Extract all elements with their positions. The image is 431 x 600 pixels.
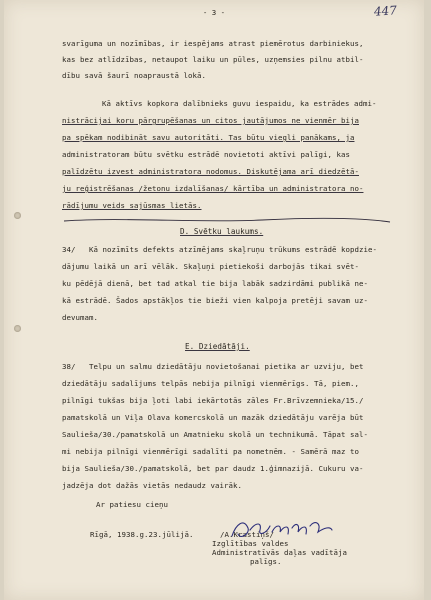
body-line: rādījumu veids sajūsmas lietās.	[62, 201, 202, 210]
handwritten-signature	[226, 514, 336, 546]
body-line: Kā aktīvs kopkora dalībnieks guvu iespaidu, ka estrādes admi-	[102, 99, 377, 108]
signer-name: /A.Krastiņš/	[220, 530, 274, 539]
signer-position: Izglītības valdes	[212, 539, 289, 548]
signer-position: Administratīvās daļas vadītāja	[212, 548, 347, 557]
body-line: kā estrādē. Šados apstākļos tie bieži vien kalpoja pretēji savam uz-	[62, 296, 368, 305]
body-line: 38/ Telpu un salmu dziedātāju novietošanai pietika ar uzviju, bet	[62, 362, 364, 371]
section-heading: D. Svētku laukums.	[180, 227, 264, 236]
body-line: dziedātāju sadalījums telpās nebija pilnīgi vienmērīgs. Tā, piem.,	[62, 379, 359, 388]
body-line: bija Saulieša/30./pamatskolā, bet par daudz 1.ģimnazijā. Cukuru va-	[62, 464, 364, 473]
body-line: dājumu laikā un arī vēlāk. Skaļuņi pietiekoši darbojās tikai svēt-	[62, 262, 359, 271]
body-line: kas bez atlīdzības, netaupot laiku un pūles, uzņemsies pilnu atbil-	[62, 55, 364, 64]
body-line: nistrācijai koru pārgrupēšanas un citos jautājumos ne vienmēr bija	[62, 116, 359, 125]
document-page	[4, 0, 424, 600]
punch-hole	[14, 325, 21, 332]
body-line: 34/ Kā nozīmīts defekts atzīmējams skaļruņu trūkums estrādē kopdzie-	[62, 245, 377, 254]
archive-number: 447	[373, 3, 398, 19]
body-line: palīdzētu izvest administratora nodomus. Diskutējama arī diedzētā-	[62, 167, 359, 176]
punch-hole	[14, 212, 21, 219]
signer-position: palīgs.	[250, 557, 282, 566]
page-number: - 3 -	[202, 8, 226, 17]
body-line: pamatskolā un Viļa Olava komercskolā un mazāk dziedātāju varēja būt	[62, 413, 364, 422]
body-line: jadzēja dot dažās vietās nedaudz vairāk.	[62, 481, 242, 490]
body-line: pilnīgi tukšas bija ļoti labi iekārtotās zāles Fr.Brīvzemnieka/15./	[62, 396, 364, 405]
place-date: Rīgā, 1938.g.23.jūlijā.	[90, 530, 194, 539]
section-heading: E. Dziedātāji.	[185, 342, 250, 351]
body-line: devumam.	[62, 313, 98, 322]
body-line: pa spēkam nodibināt savu autoritāti. Tas būtu viegli panākams, ja	[62, 133, 355, 142]
body-line: Saulieša/30./pamatskolā un Amatnieku skolā un technikumā. Tāpat sal-	[62, 430, 368, 439]
handwritten-underline	[62, 215, 392, 227]
body-line: svarīguma un nozīmības, ir iespējams atrast piemērotus darbiniekus,	[62, 39, 364, 48]
body-line: mi nebija pilnīgi vienmērīgi sadalīti pa nometnēm. - Samērā maz to	[62, 447, 359, 456]
body-line: dību savā šaurī noapraustā lokā.	[62, 71, 206, 80]
body-line: ku pēdējā dienā, bet tad atkal tie bija labāk sadzirdāmi publikā ne-	[62, 279, 368, 288]
body-line: administratoram būtu svētku estrādē novietoti aktīvi palīgi, kas	[62, 150, 350, 159]
body-line: ju reģistrēšanas /žetonu izdalīšanas/ kārtība un administratora no-	[62, 184, 364, 193]
closing-salutation: Ar patiesu cieņu	[96, 500, 168, 509]
